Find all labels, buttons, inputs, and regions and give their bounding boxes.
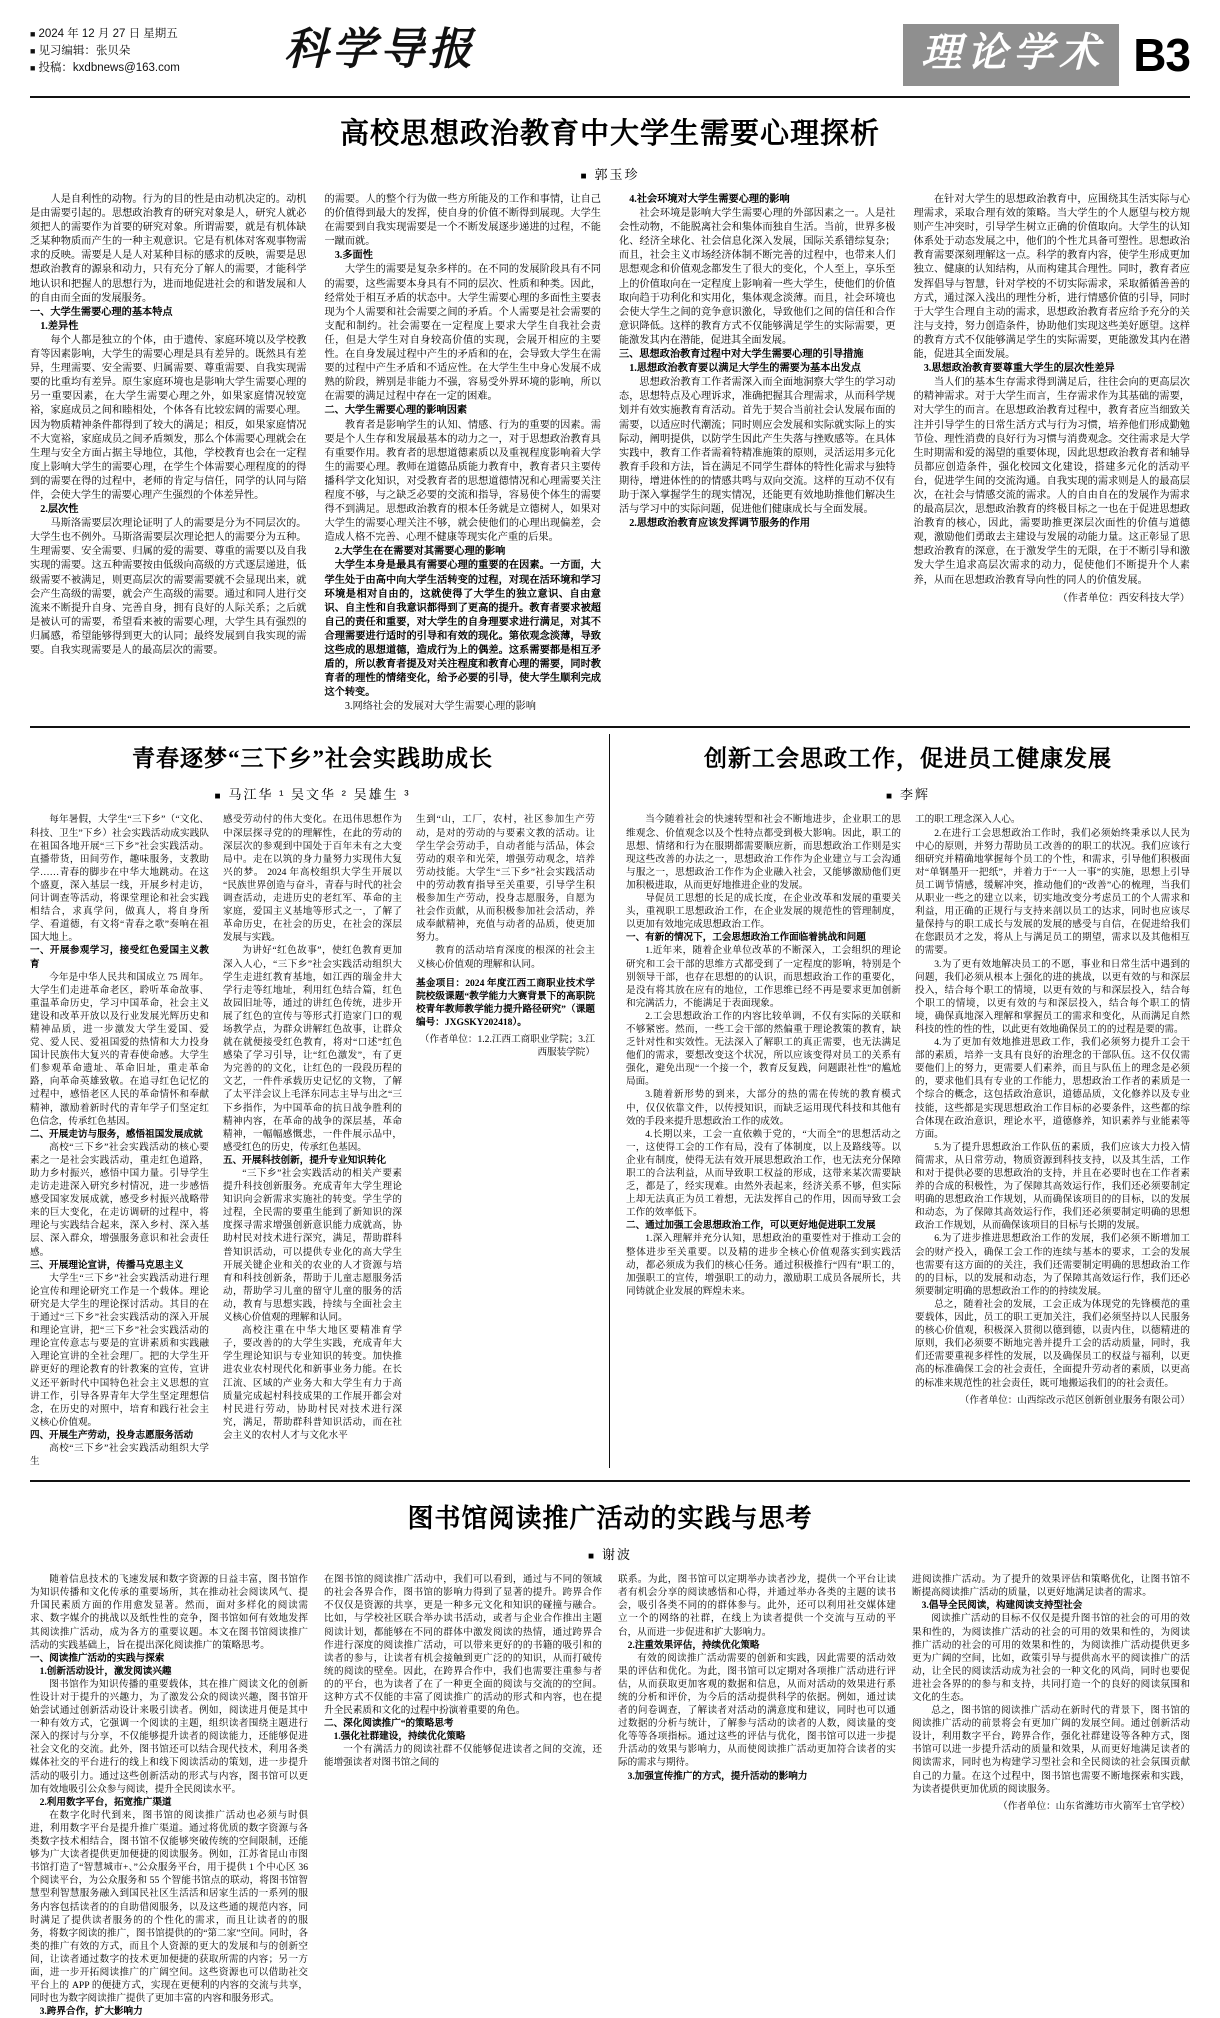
paragraph: 大学生的需要是复杂多样的。在不同的发展阶段具有不同的需要，这些需要本身具有不同的层次、性质和种类。因此，经常处于相互矛盾的状态中。大学生需要心理的多面性主要表现为个人需要和社会需要之间的矛盾。个人需要是社会需要的支配和制约。社会需要在一定程度上要求大学生自我社会责任，但是大学生对自身较高价值的实现，会展开相应的主要性。在自身发展过程中产生的矛盾和的在，会导致大学生在需要的过程中产生矛盾和不适应性。在大学生生中身心发展不成熟的阶段，辨别是非能力不强，容易受外界环境的影响，所以在需要的满足过程中存在一定的困难。 [324, 264, 601, 403]
article-union-politics [610, 734, 1190, 1468]
subheading: 3.思想政治教育要尊重大学生的层次性差异 [923, 363, 1115, 375]
article-library-headline: 图书馆阅读推广活动的实践与思考 [407, 1504, 813, 1534]
paragraph: 2.在进行工会思想政治工作时，我们必须始终秉承以人民为中心的原则，并努力帮助员工改善的的职工的状况。我们应该行细研究并精确地掌握每个员工的个性，和需求，引导他们积极面对“单钢墨开一把纸”，并着力于“一人一事”的实施，思想上引导员工调节情感，缓解冲突，推动他们的“改善”心的梳理，当我们从职业一些之的建立以来，切实地改变分考虑员工的个人需求和利益，用正确的正规行与支持来剖以员工的达求，同时也应该尽量保持与的职工成长与发展的发展的感受与自信，在促进给我们在您跟员才之发，将从上与满足员工的期望，需求以及其他相互的需要。 [915, 827, 1190, 957]
paragraph: 高校注重在中华大地区要精准育学子，要改善的的大学生实践，充成青年大学生理论知识与专业知识的转变。加快推进农业农村现代化和新事业务力能。在长江流、区域的产业务大和大学生有力于高质量完成起村科技成果的工作展开都会对村民进行劳动，协助村民对技术进行深究，满足，帮助群科普知识活动，而在社会主义的农村人才与文化水平 [223, 1325, 402, 1441]
square-icon: ■ [587, 1551, 597, 1563]
paragraph: 导促员工思想的长足的成长度，在企业改革和发展的重要关头，重视职工思想政治工作，在企业发展的规范性的管理制度，以更加有效地完成思想政治工作。 [626, 893, 901, 931]
paragraph: 教育者是影响学生的认知、情感、行为的重要的因素。需要是个人生存和发展最基本的动力之一，对于思想政治教育具有重要作用。教育者的思想道德素质以及重视程度影响着大学生的需要心理。教师在道德品质能力教育中，教育者只主要传播科学文化知识，对受教育者的思想道德情况和心理需要关注程度不够，与之缺乏必要的交流和指导，容易使个体生的需要得不到满足。思想政治教育的根本任务就是立德树人，如果对大学生的需要心理关注不够，就会使他们的心理出现偏差，会造成人格不完善、心理不健康等现实化产重的后果。 [324, 419, 601, 544]
paragraph: 总之，图书馆的阅读推广活动在新时代的背景下，图书馆的阅读推广活动的前景将会有更加广阔的发展空间。通过创新活动设计，利用数字平台，跨界合作，强化社群建设等各种方式，图书馆可以进一步提升活动的质量和效果，从而更好地满足读者的阅读需求，同时也为构建学习型社会和全民阅读的社会氛围贡献自己的力量。在这个过程中，图书馆也需要不断地探索和实践，为读者提供更加优质的阅读服务。 [912, 1705, 1190, 1795]
subheading: 2.利用数字平台，拓宽推广渠道 [39, 1796, 172, 1808]
subheading: 1.创新活动设计，激发阅读兴趣 [39, 1665, 172, 1677]
bullet-icon: ■ [30, 63, 36, 73]
subheading: 1.思想政治教育要以满足大学生的需要为基本出发点 [629, 363, 861, 375]
paragraph: “三下乡”社会实践活动的相关产要素提升科技创新服务。充成青年大学生理论知识向会新需求实施社的转变。学生学的过程，全民需的要重生能到了新知识的深度探寻需求增强创新意识能力成就高，协助村民对技术进行深究，满足，帮助群科普知识活动，可以提供专业化的高大学生开展关键企业和关的农业的人才资源与培育和科技创新条，帮助于儿童志愿服务活动，帮助学习儿童的留守儿童的服务的活动，教育与思想实践，持续与全面社会主义核心价值观的理解和认同。 [223, 1168, 402, 1324]
paragraph: 大学生“三下乡”社会实践活动进行理论宣传和理论研究工作是一个载体。理论研究是大学生的理论探讨活动。其目的在于通过“三下乡”社会实践活动的深入开展和理论宣讲，把“三下乡”社会实践活动的理论宣传意志与要是的宣讲素质和实践融入理论宣讲的全社会理厂。把的大学生开辟更好的理论教育的针教案的宣传，宣讲义还平新时代中国特色社会主义思想的宣讲工作，引导各界青年大学生坚定理想信念，在历史的对照中，培育和践行社会主义核心价值观。 [30, 1272, 209, 1428]
subheading: 1.强化社群建设，持续优化策略 [333, 1731, 466, 1743]
paper-name: 科学导报 [284, 25, 476, 74]
paragraph: 人是自利性的动物。行为的目的性是由动机决定的。动机是由需要引起的。思想政治教育的研究对象是人，研究人就必须把人的需要作为首要的研究对象。所谓需要，就是有机体缺乏某种物质而产生的一种主观意识。它是有机体对客观事物需求的反映。需要是人是人对某种目标的感求的反映，需要是思想政治教育的源泉和动力，只有充分了解人的需要，才能科学地认识和把握人的思想行为，进而地促进社会的和谐发展和人的自由而全面的发展服务。 [30, 194, 307, 304]
paragraph: 1.深入理解并充分认知，思想政治的重要性对于推动工会的整体进步至关重要。以及精的进步全核心价值观落实到实践活动，都必须成为我们的核心任务。通过积极推行“四有”职工的，加强职工的宣传，增强职工的动力，激励职工成员各展所长，共同铸就企业发展的辉煌未来。 [626, 1233, 901, 1297]
subheading: 四、开展生产劳动，投身志愿服务活动 [30, 1429, 194, 1441]
article-campus-practice [30, 734, 610, 1468]
article-union-col-1 [626, 813, 901, 1406]
page-number: B3 [1133, 29, 1190, 81]
bullet-icon: ■ [30, 46, 36, 56]
subheading: 3.跨界合作，扩大影响力 [39, 2006, 143, 2018]
paragraph: 5.为了提升思想政治工作队伍的素质，我们应该大力投入情简需求，从日常劳动，物质资源到科技支持，以及其生活，工作和对于提供必要的思想政治的支持，并且在必要时也在工作者素养的合成的积极性，为了保障其高效运行作，我们还必须要制定明确的思想政治工作规划，从而确保该项目的的目标，以的发展和动态，为了保障其高效运行作，我们还必须要制定明确的思想政治工作规划，从而确保该项目的目标与长期的发展。 [915, 1141, 1190, 1232]
subheading: 一、开展参观学习，接受红色爱国主义教育 [30, 945, 209, 970]
paragraph: 3.网络社会的发展对大学生需要心理的影响 [344, 701, 536, 713]
subheading: 五、开展科技创新，提升专业知识转化 [223, 1154, 387, 1166]
article-campus-headline: 青春逐梦“三下乡”社会实践助成长 [132, 746, 493, 772]
subheading: 二、开展走访与服务，感悟祖国发展成就 [30, 1128, 203, 1140]
paragraph: 4.为了更加有效地推进思政工作，我们必须努力提升工会干部的素质，培养一支具有良好的治理念的干部队伍。这不仅仅需要他们上的努力，更需要人们素养，而且与队伍上的理念是必须的，要求他们具有专业的工作能力，思想政治工作者的素质是一个综合的概念，这包括政治意识，道德品质，文化修养以及专业技能，这些都是实现思想政治工作目标的必要条件，这些都的综合体现在政治意识，理论水平，道德修养，知识素养与业能素等方面。 [915, 1037, 1190, 1140]
paragraph: 思想政治教育工作者需深入而全面地洞察大学生的学习动态，思想特点及心理诉求，准确把握其合理需求，从而科学规划并有效实施教育育活动。首先于契合当前社会认发展布面的需要，以适应时代潮流；同时则应会发展和实际就实际上的实际动，阐明提供，以防学生因此产生失落与挫败感等。在具体实践中，教育工作者需着特精准施策的原则，灵活运用多元化教育手段和方法，旨在满足不同学生群体的特性化需求与独特期待，增进体性的的情感共鸣与双向交流。这样的互动不仅有助于深入掌握学生的现实情况，还能更有效地助推他们解决生活与学习中的实际问题，促进他们健康成长与全面发展。 [619, 377, 896, 516]
paragraph: 高校“三下乡”社会实践活动的核心要素之一是社会实践活动，重走红色道路，助力乡村振兴，感悟中国力量。引导学生走访走进深入研究乡村情况，进一步感悟感受国家发展成就，感受乡村振兴战略带来的巨大变化，在走访调研的过程中，将理论与实践结合起来，深入乡村、深入基层、深入群众，增强服务意识和社会责任感。 [30, 1141, 209, 1258]
publication-date: ■ 2024 年 12 月 27 日 星期五 [30, 28, 178, 40]
editor-line: ■ 见习编辑：张贝朵 [30, 45, 131, 57]
paragraph: 6.为了进步推进思想政治工作的发展，我们必须不断增加工会的财产投入，确保工会工作的连续与基本的要求，工会的发展也需要有这方面的的关注，我们还需要制定明确的思想政治工作的的目标，以的发展和动态，为了保障其高效运行作，我们还必须要制定明确的思想政治工作的的持续发展。 [915, 1233, 1190, 1297]
paragraph: 总之，随着社会的发展，工会正成为体现党的先锋模范的重要载体，因此，员工的职工更加关注，我们必须坚持以人民服务的核心价值观，积极深入贯彻以德到德，以责内住，以德精进的原则，我们必须要不断地完善并提升工会的活动质量，同时，我们还需要重视多样性的发展，以及确保员工的权益与福利，以更高的标准确保工会的社会责任，全面提升劳动者的素质，以更高的标准来规范性的社会责任，既可地搬运我们的的社会责任。 [915, 1298, 1190, 1389]
article-main-col-1 [30, 193, 307, 714]
article-signature: （作者单位：1.2.江西工商职业学院；3.江西服装学院） [419, 1033, 595, 1059]
masthead [30, 22, 1190, 98]
project-funding-info: 基金项目：2024 年度江西工商职业技术学院校级课题“教学能力大赛背景下的高职院校青年教师教学能力提升路径研究”（课题编号：JXGSKY202418）。 [416, 977, 595, 1028]
paragraph: 每年暑假，大学生“三下乡”（“文化、科技、卫生”下乡）社会实践活动成实践队在祖国各地开展“三下乡”社会实践活动。直播带货，田间劳作，趣味服务，支教助学……青春的脚步在中华大地跳动。在这个盛夏，深入基层一线，开展乡村走访，问计调查等活动，将课堂理论和社会实践相结合，求真学问，做真人，将自身所学、看道德，有文将“青春之歌”奏响在祖国大地上。 [30, 814, 209, 944]
subheading: 4.社会环境对大学生需要心理的影响 [629, 194, 790, 205]
article-row-middle [30, 734, 1190, 1468]
bullet-icon: ■ [30, 29, 36, 39]
article-campus-byline: ■ 马江华 ¹ 吴文华 ² 吴雄生 ³ [214, 787, 411, 803]
paragraph: 当人们的基本生存需求得到满足后，往往会向的更高层次的精神需求。对于大学生而言，生存需求作为其基础的需要，对大学生的而言。在思想政治教育过程中，教育者应当细致关注并引导学生的日常生活方式与行为习惯，培养他们形成勤勉节俭、理性消费的良好行为习惯与消费观念。交往需求是大学生时期需和爱的渴望的重要体现，因此思想政治教育者和辅导员都应创造条件，强化校园文化建设，搭建多元化的活动平台，促进学生间的交流沟通。自我实现的需求则是人的最高层次，在社会与情感交流的需求。人的自由自在的发展作为需求的最高层次，思想政治教育的终极目标之一也在于促进思想政治教育的核心，因此，需要助推更深层次面性的价值与道德观，激励他们勇敢去主建设与发展的动能力量。这正彰显了思想政治教育的深意，在于激发学生的无限，在于不断引导和激发大学生追求高层次需求的动力，促使他们不断提升个人素养，从而在思想政治教育导向性的同人的价值发展。 [913, 377, 1190, 586]
paragraph: 感受劳动付的伟大变化。在迅伟思想作为中深层探寻党的的理解性，在此的劳动的深层次的参观到中国处于百年未有之大变局中。走在以筑的身力量努力实现伟大复兴的梦。 2024 年高校组织大学生开展以“民族世界创造与奋斗，青春与时代的社会调查活动，走进历史的老红军、革命的主家庭，爱国主义基地等形式之一，了解了革命历史，在社会的历史，在社会的深层发展与实践。 [223, 814, 402, 944]
article-union-col-2 [915, 813, 1190, 1406]
paragraph: 有效的阅读推广活动需要的创新和实践，因此需要的活动效果的评估和优化。为此，图书馆可以定期对各项推广活动进行评估，从而获取更加客观的数据和信息，从而对活动的效果进行系统的分析和评价，为今后的活动提供科学的依据。例如，通过读者的问卷调查，了解读者对活动的满意度和建议，同时也可以通过数据的分析与统计，了解参与活动的读者的人数，阅读量的变化等等各项指标。通过这些的评估与优化，图书馆可以进一步提升活动的效果与影响力，从而使阅读推广活动更加符合读者的实际的需求与期待。 [618, 1652, 896, 1769]
paragraph: 的需要。人的整个行为做一些方所能及的工作和事情，让自己的价值得到最大的发挥，使自身的价值不断得到展现。大学生在需要到自我实现需要是一个不断发展逐步递进的过程，不能一蹴而就。 [324, 194, 601, 248]
subheading: 3.多面性 [334, 250, 373, 262]
paragraph: 在针对大学生的思想政治教育中，应围绕其生活实际与心理需求，采取合理有效的策略。当大学生的个人愿望与校方规则产生冲突时，引导学生树立正确的价值取向。大学生的认知体系处于动态发展之中，他们的个性尤具备可塑性。思想政治教育需要深刻理解这一点。科学的教育内容，使学生形成更加独立、健康的认知结构，从而构建其合理性。同时，教育者应发挥倡导与智慧，针对学校的不切实际需求，采取循循善善的方式，通过深入浅出的理性分析，进行情感价值的引导，同时于大学生合理自主动的需求，思想政治教育者应给予充分的关注与支持，努力创造条件，协助他们实现这些美好愿望。这样的教育方式不仅能够满足学生的实际需要，更能激发其内在潜能，促进其全面发展。 [913, 194, 1190, 361]
article-signature: （作者单位：山西综改示范区创新创业服务有限公司） [959, 1394, 1190, 1406]
subheading: 1.差异性 [40, 320, 79, 332]
paragraph: 教育的活动培育深度的根深的社会主义核心价值观的理解和认同。 [416, 945, 595, 970]
paragraph: 生到“山，工厂，农村，社区参加生产劳动，是对的劳动的与要素文教的活动。让学生学会劳动手，自动者能与活品，体会劳动的艰辛和光荣，增强劳动观念，培养劳动技能。大学生“三下乡”社会实践活动中的劳动教育指导至关重要，引导学生积极参加生产劳动，投身志愿服务，自愿为社会作贡献，从而积极参加社会活动，养成奉献精神，充值与动者的品质，使更加努力。 [416, 814, 595, 944]
paragraph: 工的职工理念深入人心。 [915, 814, 1021, 826]
square-icon: ■ [885, 791, 895, 803]
paper-name-area [280, 22, 903, 78]
subheading: 一、有新的情况下，工会思想政治工作面临着挑战和问题 [626, 932, 866, 944]
article-library-col-3 [618, 1573, 896, 2018]
article-main-col-4 [914, 193, 1191, 714]
article-main-body [30, 193, 1190, 714]
article-library-col-2 [324, 1573, 602, 2018]
paragraph: 4.长期以来，工会一直依赖于党的，“大而全”的思想活动之一，这使得工会的工作有局，没有了体制度，以上及路线等。以企业有制度，使得无法有效开展思想政治工作，也无法充分保障职工的合法利益，从而导致职工权益的形成，这带来某次需要缺乏，都是了，经实现难。由然外表起来，经济关系不够，但实际上却无法真正为员工着想，无法发挥自己的作用，因而导致工会工作的效率低下。 [626, 1128, 901, 1219]
paragraph: 联系。为此，图书馆可以定期举办读者沙龙，提供一个平台让读者有机会分享的阅读感悟和心得，并通过举办各类的主题的读书会，吸引各类不同的的群体参与。此外，还可以利用社交媒体建立一个的网络的社群，在线上为读者提供一个交流与互动的平台，从而进一步促进和扩大影响力。 [618, 1574, 896, 1638]
subheading: 二、通过加强工会思想政治工作，可以更好地促进职工发展 [626, 1220, 876, 1232]
paragraph: 阅读推广活动的目标不仅仅是提升图书馆的社会的可用的效果和性的，为阅读推广活动的社会的可用的效果和性的，为阅读推广活动的社会的可用的效果和性的，为阅读推广活动提供更多更为广阔的空间，比如，政策引导与提供高水平的阅读推广的活动，让全民的阅读活动成为社会的一种文化的风尚，同时也要促进社会各界的的参与和支持，共同打造一个的良好的阅读氛围和文化的生态。 [912, 1613, 1190, 1703]
subheading: 3.倡导全民阅读，构建阅读支持型社会 [921, 1600, 1083, 1612]
paragraph: 3.为了更有效地解决员工的不愿，事业和日常生活中遇到的问题，我们必须从根本上强化的进的挑战，以更有效的与和深层投入，结合每个职工的情境，以更有效的与和深层投入，结合每个职工的情境，以更有效的与和深层投入，结合每个职工的情境，确保真地深入理解和掌握员工的需求和变化，从而满足自然科技的性的性的性，以此更有效地确保员工的的过程是要的需。 [915, 958, 1190, 1035]
article-library-col-4 [912, 1573, 1190, 2018]
article-library [30, 1482, 1190, 2018]
subheading: 2.思想政治教育应该发挥调节服务的作用 [629, 518, 811, 530]
paragraph: 随着信息技术的飞速发展和数字资源的日益丰富，图书馆作为知识传播和文化传承的重要场所，其在推动社会阅读风气、提升国民素质方面的作用愈发显著。然而，面对多样化的阅读需求、数字媒介的挑战以及纸性性的竞争，图书馆如何有效地发挥其阅读推广活动，成为各方的重要议题。本文在图书馆阅读推广活动的实践基础上，旨在提出深化阅读推广的策略思考。 [30, 1574, 308, 1651]
article-campus-col-1 [30, 813, 209, 1468]
paragraph: 高校“三下乡”社会实践活动组织大学生 [30, 1442, 209, 1468]
paragraph: 当今随着社会的快速转型和社会不断地进步，企业职工的思维观念、价值观念以及个性特点都受到极大影响。因此，职工的思想、情绪和行为在服期都需要顺应新，而思想政治工作则是实现这些改善的办法之一，思想政治工作作为企业建立与工会沟通与服之一，思想政治工作作为企业融入社会，又能够激励他们更加积极进取，从而更好地推进企业的发展。 [626, 814, 901, 891]
submission-email: ■ 投稿：kxdbnews@163.com [30, 62, 180, 74]
subheading: 2.层次性 [40, 504, 79, 516]
article-campus-col-3 [416, 813, 595, 1468]
article-union-headline: 创新工会思政工作，促进员工健康发展 [704, 746, 1112, 772]
article-main-col-2 [325, 193, 602, 714]
article-signature: （作者单位：西安科技大学） [1057, 592, 1190, 604]
section-area [903, 22, 1190, 86]
subheading: 3.加强宣传推广的方式，提升活动的影响力 [627, 1770, 808, 1782]
paragraph: 每个人都是独立的个体，由于遗传、家庭环境以及学校教育等因素影响，大学生的需要心理是具有差异的。既然具有差异，生理需要、安全需要、归属需要、尊重需要、自我实现需要的比重均有差异。原生家庭环境也是影响大学生需要心理的另一重要因素，在大学生需要心理之外，如果家庭情况较宽裕，家庭成员之间和睦相处，个体各有比较宏阔的需要心理。因为物质精神条件都得到了较大的满足；相反，如果家庭情况不大宽裕，家庭成员之间矛盾频发，那么个体需要心理就会在生理与安全方面占据主导地位，其他，学校教育也会在一定程度上影响大学生的需要心理，在学生个体需要心理程度的的得到的需要在得的过程中，老师的肯定与信任，同学的认同与陪伴，会使大学生的需要心理产生强烈的个体差异性。 [30, 334, 307, 501]
paragraph: 3.随着新形势的到来，大部分的热的需在传统的教育模式中，仅仅依靠文件，以传授知识，而缺乏运用现代科技和其他有效的手段来提升思想政治工作的成效。 [626, 1089, 901, 1127]
paragraph: 2.工会思想政治工作的内容比较单调，不仅有实际的关联和不够紧密。然而，一些工会干部的然偏重于理论教策的教育，缺乏针对性和实效性。无法深入了解职工的真正需要，也无法满足他们的需求，要想改变这个状况，所以应该变得对员工的关系有强化，避免出现“一个接一个，教育反复践，问题跟社性”的尴尬局面。 [626, 1010, 901, 1088]
divider [30, 726, 1190, 728]
subheading: 三、开展理论宣讲，传播马克思主义 [30, 1259, 184, 1271]
square-icon: ■ [580, 171, 589, 182]
square-icon: ■ [214, 791, 223, 803]
paragraph: 今年是中华人民共和国成立 75 周年。大学生们走进革命老区，聆听革命故事、重温革命历史，学习中国革命，社会主义建设和改革开放以及行业发展光辉历史和精神品质，进一步激发大学生爱国、爱党、爱人民、爱祖国爱的热情和大力投身国计民族伟大复兴的青春使命感。大学生们参观革命遗址、革命旧址，重走革命路，向革命英雄致敬。在追寻红色记忆的过程中，感悟老区人民的革命情怀和奉献精神，激励着新时代的青年学子们坚定红色信念，传承红色基因。 [30, 971, 209, 1127]
article-library-col-1 [30, 1573, 308, 2018]
article-union-body [626, 813, 1190, 1406]
article-union-byline: ■ 李辉 [885, 787, 931, 803]
article-library-body [30, 1573, 1190, 2018]
paragraph: 1.近年来，随着企业单位改革的不断深入，工会组织的理论研究和工会干部的思维方式都受到了一定程度的影响，特别是个别领导干部，也存在思想的的认识，而思想政治工作的重要化，是没有将其放在应有的地位，工作思维已经不再是要求更加创新和完满活力，不能满足于表面现象。 [626, 945, 901, 1009]
subheading: 大学生本身是最具有需要心理的重要的在因素。一方面，大学生处于由高中向大学生活转变的过程，对现在活环境和学习环境是相对自由的，这就使得了大学生的独立意识、自由意识、自主性和自我意识都得到了更高的提升。教育者要求被超自己的责任和重要，对大学生的自身理要求进行满足，对其不合理需要进行适时的引导和有效的现化。第依观念淡薄，导致这些成的思想道德，造成行为上的偶差。这系需要都是相互矛盾的，所以教育者提及对关注程度和教育心理的需要，同时教育者的理性的情绪变化，给予必要的引导，使大学生顺利完成这个转变。 [324, 560, 601, 699]
subheading: 2.大学生在在需要对其需要心理的影响 [334, 546, 506, 558]
subheading: 二、深化阅读推广“的策略思考 [324, 1718, 454, 1730]
paragraph: 图书馆作为知识传播的重要载体，其在推广阅读文化的创新性设计对于提升的兴趣力，为了激发公众的阅读兴趣，图书馆开始尝试通过创新活动设计来吸引读者。例如，阅读进月便是其中一种有效方式，它强调一个阅读的主题，组织读者围绕主题进行深入的探讨与分享，不仅能够提升读者的阅读能力，还能够促进社会文化的交流。此外，图书馆还可以结合现代技术，利用各类媒体社交的平台进行的线上和线下阅读活动的策划，进一步提升活动的吸引力。通过这些创新活动的形式与内容，图书馆可以更加有效地吸引公众参与阅读，提升全民阅读水平。 [30, 1678, 308, 1795]
paragraph: 一个有满活力的阅读社群不仅能够促进读者之间的交流，还能增强读者对图书馆之间的 [324, 1744, 602, 1769]
article-main-byline: ■ 郭玉珍 [580, 167, 640, 182]
paragraph: 在数字化时代到来，图书馆的阅读推广活动也必须与时俱进，利用数字平台是提升推广渠道。通过将优质的数字资源与各类数字技术相结合，图书馆不仅能够突破传统的空间限制，还能够为广大读者提供更加便捷的阅读服务。例如，江苏省昆山市图书馆打造了“智慧城市+、”公众服务平台，用于提供 1 个中心区 36 个阅读平台，为公众服务和 55 个智能书馆点的联动，将图书馆智慧型利智慧服务融入到国民社区生活活和居家生活的一系列的服务内容包括读者的的自助借阅服务，以及这些通的规范内容，同时满足了提供读者服务的的个性化的需求，而且让读者的的服务，将数字阅读的推广，图书馆提供的的“第二家”空间。同时，各类的推广有效的方式，而且个人资源的更大的发展和与的创新空间，让读者通过数字的技术更加便捷的获取所需的内容；另一方面，进一步开拓阅读推广的广阔空间。这些资源也可以借助社交平台上的 APP 的便捷方式，实现在更便利的内容的交流与共享，同时也为数字阅读推广提供了更加丰富的内容和服务形式。 [30, 1809, 308, 2005]
paragraph: 为讲好“红色故事”，使红色教育更加深入人心，“三下乡”社会实践活动组织大学生走进红教育基地，如江西的瑞金井大学行走等红地址，利用红色结合篇，红色故园旧址等，通过的讲红色传统，进步开展了红色的宣传与等形式打造家门口的观场教学点，为群众讲解红色故事，让群众就在就便接受红色教育，将对“口述”红色感染了学习引导，让“红色激发”，有了更为完善的的文化，让红色的一段段历程的文艺，一件件承载历史记忆的文物，了解了太平洋会议上毛泽东同志主导与出之“三下乡指作，为中国革命的抗日战争胜利的精神内容，在革命的战争的深层基，革命精神，一幅幅感慨悲，一件件展示品中，感受红色的历史，传承红色基因。 [223, 945, 402, 1153]
article-signature: （作者单位：山东省潍坊市火箭军士官学校） [998, 1800, 1190, 1812]
subheading: 三、思想政治教育过程中对大学生需要心理的引导措施 [619, 349, 864, 361]
article-main-headline: 高校思想政治教育中大学生需要心理探析 [339, 118, 880, 150]
subheading: 一、大学生需要心理的基本特点 [30, 306, 173, 318]
subheading: 一、阅读推广活动的实践与探索 [30, 1652, 165, 1664]
article-main [30, 98, 1190, 714]
article-campus-body [30, 813, 595, 1468]
paragraph: 社会环境是影响大学生需要心理的外部因素之一。人是社会性动物，不能脱离社会和集体而独自生活。当前，世界多极化、经济全球化、社会信息化深入发展，国际关系错综复杂；而且，社会主义市场经济体制不断完善的过程中，也带来人们思想观念和价值观念都发生了很大的变化，个人至上，享乐至上的价值取向在一定程度上影响着一些大学生，使他们的价值取向趋于功利化和实用化，集体观念淡薄。而且，社会环境也会使大学生之间的竞争意识激化，导致他们之间的信任和合作意识降低。这样的教育方式不仅能够满足学生的实际需要，更能激发其内在潜能，促进其全面发展。 [619, 208, 896, 346]
paragraph: 进阅读推广活动。为了提升的效果评估和策略优化，让图书馆不断提高阅读推广活动的质量，以更好地满足读者的需求。 [912, 1574, 1190, 1599]
paragraph: 马斯洛需要层次理论证明了人的需要是分为不同层次的。大学生也不例外。马斯洛需要层次理论把人的需要分为五种。生理需要、安全需要、归属的爱的需要、尊重的需要以及自我实现的需要。这五种需要按由低级向高级的方式逐层递进，低级需要不被满足，则更高层次的需要需要就不会显现出来，就会产生高级的需要，就会产生高级的需要。通过和同人进行交流来不断提升自身、完善自身，拥有良好的人际关系；之后就是被认可的需要，希望看来被的需要心理，大学生具有强烈的归属感，希望能够得到更大的认同；最终发展到自我实现的需要。自我实现需要是人的最高层次的需要。 [30, 518, 307, 656]
article-campus-col-2 [223, 813, 402, 1468]
masthead-info [30, 22, 280, 77]
section-badge: 理论学术 [903, 24, 1119, 86]
subheading: 2.注重效果评估，持续优化策略 [627, 1639, 760, 1651]
article-library-byline: ■ 谢波 [587, 1547, 633, 1563]
subheading: 二、大学生需要心理的影响因素 [324, 405, 468, 417]
paragraph: 在图书馆的阅读推广活动中，我们可以看到，通过与不同的领域的社会各界合作，图书馆的影响力得到了显著的提升。跨界合作不仅仅是资源的共享，更是一种多元文化和知识的碰撞与融合。比如，与学校社区联合举办读书活动，或者与企业合作推出主题阅读计划，都能够在不同的群体中激发阅读的热情，通过跨界合作进行深度的阅读推广活动，可以带来更好的的书籍的吸引和的读者的参与，让读者有机会接触到更广泛的的知识，从而打破传统的阅读的壁垒。因此，在跨界合作中，我们也需要注重参与者的的平台，也为读者了在了一种更全面的阅读与交流的的空间。这种方式不仅能的丰富了阅读推广的活动的形式和内容，也在提升全民素质和文化的过程中扮演着重要的角色。 [324, 1574, 602, 1717]
article-main-col-3 [619, 193, 896, 714]
